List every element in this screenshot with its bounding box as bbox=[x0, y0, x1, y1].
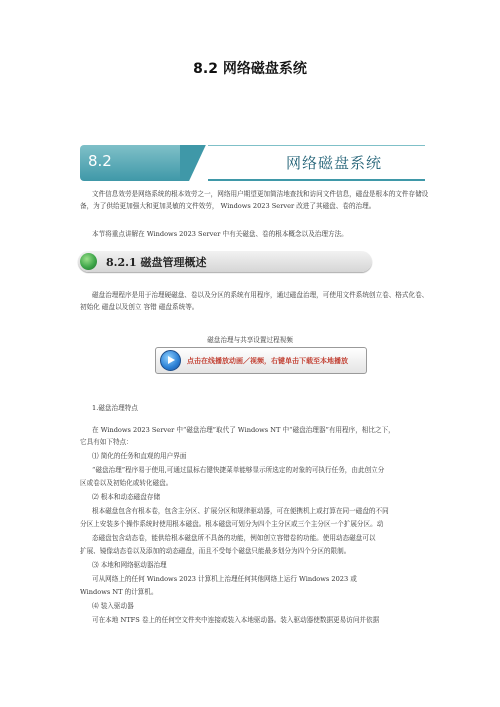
play-icon bbox=[160, 350, 181, 371]
body-line: ⑶ 本地和网络驱动器治理 bbox=[92, 561, 167, 569]
chapter-number: 8.2 bbox=[88, 152, 112, 170]
body-line: Windows NT 的计算机。 bbox=[80, 588, 158, 596]
play-video-label: 点击在线播放动画／视频，右键单击下载至本地播放 bbox=[187, 357, 348, 365]
section-banner bbox=[78, 251, 372, 272]
body-line: 根本磁盘包含有根本卷，包含主分区、扩展分区和规律驱动器，可在便携机上或打算在同一磁盘的不同 bbox=[92, 507, 389, 515]
section-heading bbox=[106, 254, 206, 270]
chapter-number-block bbox=[80, 145, 190, 181]
intro-paragraph-2: 本节将重点讲解在 Windows 2023 Server 中有关磁盘、卷的根本概念以及治理方法。 bbox=[92, 230, 348, 238]
body-line: 在 Windows 2023 Server 中“磁盘治理”取代了 Windows NT 中“磁盘治理器”有用程序，相比之下， bbox=[92, 426, 395, 434]
body-line: “磁盘治理”程序易于使用,可通过鼠标右键快捷菜单能够显示所选定的对象的可执行任务，由此创立分 bbox=[92, 466, 385, 474]
body-line: 可从网络上的任何 Windows 2023 计算机上治理任何其他网络上运行 Windows 2023 或 bbox=[92, 575, 357, 583]
chapter-banner bbox=[80, 145, 425, 181]
body-line: 1.磁盘治理特点 bbox=[92, 404, 138, 412]
body-line: 态磁盘包含动态卷，能供给根本磁盘所不具备的功能，例如创立容错卷的功能。使用动态磁盘可以 bbox=[92, 534, 376, 542]
body-line: 区或卷以及初始化或转化磁盘。 bbox=[80, 479, 173, 487]
section-intro-paragraph: 磁盘治理程序是用于治理硬磁盘、卷以及分区的系统有用程序，通过磁盘治理，可使用文件系统创立卷、格式化卷、 初始化 磁盘以及创立 容错 磁盘系统等。 bbox=[80, 291, 429, 311]
chapter-title-block bbox=[208, 145, 425, 181]
green-bullet-icon bbox=[80, 253, 97, 270]
chapter-title: 网络磁盘系统 bbox=[286, 154, 383, 172]
body-line: 它具有如下特点： bbox=[80, 438, 133, 446]
video-caption: 磁盘治理与共享设置过程视频 bbox=[207, 336, 293, 344]
body-line: 可在本地 NTFS 卷上的任何空文件夹中连接或装入本地驱动器。装入驱动器使数据更易访问并依据 bbox=[92, 616, 380, 624]
body-line: 扩展、镜像动态卷以及添加的动态磁盘，而且不受每个磁盘只能最多划分为四个分区的限制。 bbox=[80, 547, 351, 555]
page-title: 8.2 网络磁盘系统 bbox=[193, 61, 307, 77]
body-line: 分区上安装多个操作系统时使用根本磁盘。根本磁盘可划分为四个主分区或三个主分区一个扩展分区。动 bbox=[80, 520, 384, 528]
section-title: 磁盘管理概述 bbox=[140, 256, 207, 269]
body-line: ⑴ 简化的任务和直观的用户界面 bbox=[92, 452, 187, 460]
section-number: 8.2.1 bbox=[106, 256, 137, 269]
play-video-button[interactable] bbox=[155, 347, 367, 374]
intro-paragraph-1: 文件信息效劳是网络系统的根本效劳之一，网络用户期望更加简洁地查找和访问文件信息，磁盘是根本的文件存储设备，为了供给更加强大和更加灵敏的文件效劳， Windows 2023 Server 改进了其磁盘、卷的治理。 bbox=[80, 190, 429, 210]
body-line: ⑵ 根本和动态磁盘存储 bbox=[92, 493, 161, 501]
body-line: ⑷ 装入驱动器 bbox=[92, 602, 134, 610]
